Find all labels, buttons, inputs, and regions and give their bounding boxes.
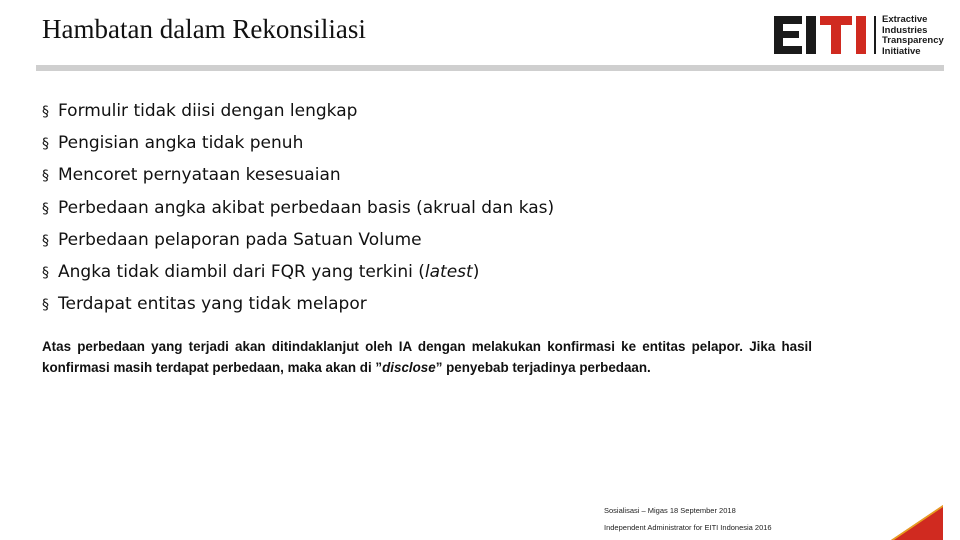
footer-organization: Independent Administrator for EITI Indonesia 2016 [604, 523, 772, 532]
title-divider [36, 65, 944, 71]
slide-footer [604, 502, 772, 536]
logo-word: Transparency [882, 35, 944, 46]
bullet-item [42, 96, 554, 128]
bullet-text: Perbedaan pelaporan pada Satuan Volume [58, 229, 422, 250]
eiti-logo-mark [774, 14, 880, 58]
bullet-item [42, 193, 554, 225]
bullet-item [42, 289, 554, 321]
bullet-marker: § [42, 104, 49, 120]
page-number: 6 [910, 510, 916, 520]
bullet-text: Terdapat entitas yang tidak melapor [58, 294, 367, 315]
bullet-marker: § [42, 136, 49, 153]
bullet-item [42, 128, 554, 160]
paragraph-text: ” penyebab terjadinya perbedaan. [435, 360, 651, 375]
bullet-item [42, 257, 554, 289]
footer-event: Sosialisasi – Migas 18 September 2018 [604, 506, 736, 515]
bullet-text: Formulir tidak diisi dengan lengkap [58, 101, 358, 121]
bullet-marker: § [42, 232, 49, 249]
bullet-marker: § [42, 168, 49, 185]
bullet-text: Mencoret pernyataan kesesuaian [58, 165, 341, 186]
bullet-list [42, 96, 554, 321]
bullet-marker: § [42, 297, 49, 314]
paragraph-text: Atas perbedaan yang terjadi akan ditindaklanjut oleh IA dengan melakukan konfirmasi ke entitas pelapor. Jika hasil konfirmasi masih terdapat perbedaan, maka akan di ” [42, 339, 812, 375]
bullet-text: Pengisian angka tidak penuh [58, 133, 304, 154]
slide-title: Hambatan dalam Rekonsiliasi [42, 14, 366, 44]
logo-word: Industries [882, 24, 928, 36]
logo-word: Initiative [882, 45, 921, 57]
bullet-item [42, 225, 554, 257]
body-paragraph [42, 336, 812, 378]
eiti-logo [774, 14, 944, 58]
paragraph-emphasis: disclose [382, 360, 436, 375]
bullet-text: Angka tidak diambil dari FQR yang terkini ( [58, 262, 425, 283]
eiti-logo-wordmark [882, 15, 944, 57]
logo-word: Extractive [882, 14, 928, 25]
bullet-marker: § [42, 200, 49, 217]
bullet-item [42, 160, 554, 192]
bullet-emphasis: latest [424, 262, 473, 283]
bullet-text: ) [472, 262, 480, 283]
bullet-marker: § [42, 265, 49, 282]
bullet-text: Perbedaan angka akibat perbedaan basis (akrual dan kas) [58, 197, 555, 218]
